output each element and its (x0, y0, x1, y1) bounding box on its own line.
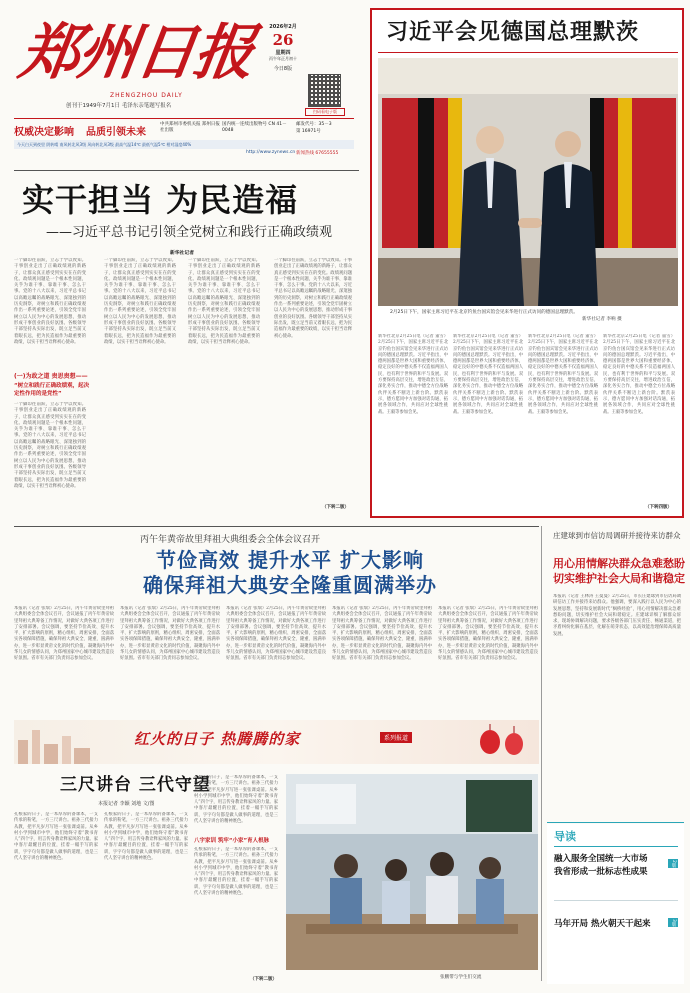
guide-item-2-line-1: 马年开局 热火朝天干起来 (554, 919, 651, 929)
survey-title-1: 用心用情解决群众急难愁盼 (553, 557, 685, 570)
classroom-photo-illustration (286, 774, 538, 970)
postal-code: 邮发代号：35－3 (296, 122, 332, 127)
feature-body-col-2: 孔根家的日子，是一本厚厚的备课本，一支传承的粉笔，一方三尺讲台。祖孙三代接力从教，把平凡岁月写进一张张课桌前。从乡村小学到城市中学，他们始终守着“教书育人”四个字，用言传身教诠释家风的力量。家中客厅最醒目的位置，挂着一幅手写的家训，字字句句都是做人做事的道理，也是三代人坚守讲台的精神底色。 (104, 812, 188, 862)
lunar-date: 丙午年正月初十 (269, 56, 297, 61)
guide-item-1-page: 2版 (668, 859, 678, 868)
lead-body-col-2: 一个脚印往前跃，立志于学以致知。干事创业走出了正确政绩观的新路子，让群众真正感受到实实在在的变化。政绩观问题是一个根本性问题，关乎为谁干事、靠谁干事、怎么干事。党的十八大以来，习近平总书记以高瞻远瞩的战略眼光、深邃独到的历史洞察，对树立和践行正确政绩观作出一系列重要论述，引领全党牢固树立以人民为中心的发展思想，推动形成干事创业的良好氛围。各级领导干部坚持从实际出发，既立足当前又着眼长远，把为民造福作为最重要的政绩，以实干担当诠释初心使命。 (104, 258, 176, 345)
sacrifice-body-col-4: 本报讯（记者 张瑞）2月25日，丙午年黄帝故里拜祖大典组委会全体会议召开，会议通报了丙午年黄帝故里拜祖大典筹备工作情况，对做好大典各项工作进行了安排部署。会议强调，要坚持节俭高效、提升水平、扩大影响的原则，精心组织、周密安排，全面落实各项保障措施，确保拜祖大典安全、隆重、圆满举办，进一步彰显黄帝文化的时代价值，凝聚海内外中华儿女的情感认同，为郑州国家中心城市建设营造良好氛围。省市有关部门负责同志参加会议。 (332, 606, 432, 662)
masthead-date-block (258, 24, 308, 72)
feature-body-col-1: 孔根家的日子，是一本厚厚的备课本，一支传承的粉笔，一方三尺讲台。祖孙三代接力从教，把平凡岁月写进一张张课桌前。从乡村小学到城市中学，他们始终守着“教书育人”四个字，用言传身教诠释家风的力量。家中客厅最醒目的位置，挂着一幅手写的家训，字字句句都是做人做事的道理，也是三代人坚守讲台的精神底色。 (14, 812, 98, 862)
feature-body-col-3b: 孔根家的日子，是一本厚厚的备课本，一支传承的粉笔，一方三尺讲台。祖孙三代接力从教，把平凡岁月写进一张张课桌前。从乡村小学到城市中学，他们始终守着“教书育人”四个字，用言传身教诠释家风的力量。家中客厅最醒目的位置，挂着一幅手写的家训，字字句句都是做人做事的道理，也是三代人坚守讲台的精神底色。 (194, 847, 278, 897)
weather-text: 今天白天到夜里 阴转晴 南风转北风3级 风向转北风3级 最高气温14℃ 最低气温5℃ 相对湿度40% (17, 142, 192, 147)
lead-body-col-1: 一个脚印往前跃，立志于学以致知。干事创业走出了正确政绩观的新路子，让群众真正感受到实实在在的变化。政绩观问题是一个根本性问题，关乎为谁干事、靠谁干事、怎么干事。党的十八大以来，习近平总书记以高瞻远瞩的战略眼光、深邃独到的历史洞察，对树立和践行正确政绩观作出一系列重要论述，引领全党牢固树立以人民为中心的发展思想，推动形成干事创业的良好氛围。各级领导干部坚持从实际出发，既立足当前又着眼长远，把为民造福作为最重要的政绩，以实干担当诠释初心使命。 (14, 258, 86, 345)
photo-caption: 2月25日下午，国家主席习近平在北京钓鱼台国宾馆会见来华进行正式访问的德国总理默茨。 (390, 310, 578, 315)
meeting-photo (378, 58, 678, 306)
photo-credit: 新华社记者 李响 摄 (582, 317, 622, 322)
slogan-2: 品质引领未来 (86, 127, 146, 138)
lead-subtitle: ——习近平总书记引领全党树立和践行正确政绩观 (46, 225, 333, 240)
lantern-icon (470, 722, 534, 762)
hotline: 新闻热线 67655555 (296, 151, 339, 156)
qr-caption: 扫码看电子版 (305, 108, 345, 116)
feature-byline: 本报记者 李颖 刘地 文/图 (98, 801, 155, 807)
issue-number: 第 16971号 (296, 129, 321, 134)
guide-item-2-page: 3版 (668, 918, 678, 927)
lead-body-col-4: 一个脚印往前跃，立志于学以致知。干事创业走出了正确政绩观的新路子，让群众真正感受到实实在在的变化。政绩观问题是一个根本性问题，关乎为谁干事、靠谁干事、怎么干事。党的十八大以来，习近平总书记以高瞻远瞩的战略眼光、深邃独到的历史洞察，对树立和践行正确政绩观作出一系列重要论述，引领全党牢固树立以人民为中心的发展思想，推动形成干事创业的良好氛围。各级领导干部坚持从实际出发，既立足当前又着眼长远，把为民造福作为最重要的政绩，以实干担当诠释初心使命。 (274, 258, 352, 339)
guide-label: 导读 (554, 830, 576, 843)
sacrifice-title-2: 确保拜祖大典安全隆重圆满举办 (143, 573, 437, 597)
page-count: 今日8版 (273, 66, 293, 72)
masthead (0, 0, 365, 165)
sacrifice-kicker: 丙午年黄帝故里拜祖大典组委会全体会议召开 (140, 535, 321, 545)
founded-line: 创刊于1949年7月1日 毛泽东亲笔题写报名 (66, 103, 172, 109)
guide-item-1[interactable] (554, 853, 678, 893)
meeting-photo-illustration (378, 58, 678, 306)
meeting-body-col-3: 新华社北京2月25日电（记者 董雪）2月25日下午，国家主席习近平在北京钓鱼台国宾馆会见来华进行正式访问的德国总理默茨。习近平指出，中德两国都是世界大国和重要经济体，稳定良好的中德关系不仅造福两国人民，也有利于世界的和平与发展。双方要保持高层交往，增进政治互信，深化务实合作，推动中德全方位战略伙伴关系不断迈上新台阶。默茨表示，德方愿同中方加强对话沟通，拓展各领域合作，共同应对全球性挑战。王毅等参加会见。 (528, 334, 598, 415)
slogan-1: 权威决定影响 (14, 127, 74, 138)
sacrifice-title-1: 节俭高效 提升水平 扩大影响 (156, 548, 424, 572)
survey-title-2: 切实维护社会大局和谐稳定 (553, 572, 685, 585)
guide-item-1-line-2: 我省形成一批标志性成果 (554, 867, 648, 877)
lead-byline: 新华社记者 (170, 251, 194, 256)
lead-body-col-1b: 一个脚印往前跃，立志于学以致知。干事创业走出了正确政绩观的新路子，让群众真正感受到实实在在的变化。政绩观问题是一个根本性问题，关乎为谁干事、靠谁干事、怎么干事。党的十八大以来，习近平总书记以高瞻远瞩的战略眼光、深邃独到的历史洞察，对树立和践行正确政绩观作出一系列重要论述，引领全党牢固树立以人民为中心的发展思想，推动形成干事创业的良好氛围。各级领导干部坚持从实际出发，既立足当前又着眼长远，把为民造福作为最重要的政绩，以实干担当诠释初心使命。 (14, 402, 86, 489)
feature-body-col-3: 孔根家的日子，是一本厚厚的备课本，一支传承的粉笔，一方三尺讲台。祖孙三代接力从教，把平凡岁月写进一张张课桌前。从乡村小学到城市中学，他们始终守着“教书育人”四个字，用言传身教诠释家风的力量。家中客厅最醒目的位置，挂着一幅手写的家训，字字句句都是做人做事的道理，也是三代人坚守讲台的精神底色。 (194, 775, 278, 825)
lead-subhead: (一)为政之道 贵思贵想—— (14, 373, 88, 380)
lead-continued: （下转二版） (322, 505, 349, 510)
cn-number: 国内统一连续出版物号 CN 41－0048 (222, 122, 287, 133)
sacrifice-body-col-2: 本报讯（记者 张瑞）2月25日，丙午年黄帝故里拜祖大典组委会全体会议召开，会议通报了丙午年黄帝故里拜祖大典筹备工作情况，对做好大典各项工作进行了安排部署。会议强调，要坚持节俭高效、提升水平、扩大影响的原则，精心组织、周密安排，全面落实各项保障措施，确保拜祖大典安全、隆重、圆满举办，进一步彰显黄帝文化的时代价值，凝聚海内外中华儿女的情感认同，为郑州国家中心城市建设营造良好氛围。省市有关部门负责同志参加会议。 (120, 606, 220, 662)
sacrifice-body-col-1: 本报讯（记者 张瑞）2月25日，丙午年黄帝故里拜祖大典组委会全体会议召开，会议通报了丙午年黄帝故里拜祖大典筹备工作情况，对做好大典各项工作进行了安排部署。会议强调，要坚持节俭高效、提升水平、扩大影响的原则，精心组织、周密安排，全面落实各项保障措施，确保拜祖大典安全、隆重、圆满举办，进一步彰显黄帝文化的时代价值，凝聚海内外中华儿女的情感认同，为郑州国家中心城市建设营造良好氛围。省市有关部门负责同志参加会议。 (14, 606, 114, 662)
meeting-body-col-1: 新华社北京2月25日电（记者 董雪）2月25日下午，国家主席习近平在北京钓鱼台国宾馆会见来华进行正式访问的德国总理默茨。习近平指出，中德两国都是世界大国和重要经济体，稳定良好的中德关系不仅造福两国人民，也有利于世界的和平与发展。双方要保持高层交往，增进政治互信，深化务实合作，推动中德全方位战略伙伴关系不断迈上新台阶。默茨表示，德方愿同中方加强对话沟通，拓展各领域合作，共同应对全球性挑战。王毅等参加会见。 (378, 334, 448, 415)
feature-continued: （下转二版） (250, 977, 277, 982)
date-day: 26 (272, 31, 294, 49)
masthead-title: 郑州日报 (15, 18, 257, 88)
meeting-continued: （下转四版） (645, 505, 672, 510)
guide-item-2[interactable] (554, 918, 678, 938)
classroom-photo (286, 774, 538, 970)
feature-title: 三尺讲台 三代守望 (60, 775, 211, 795)
lead-body-col-3: 一个脚印往前跃，立志于学以致知。干事创业走出了正确政绩观的新路子，让群众真正感受到实实在在的变化。政绩观问题是一个根本性问题，关乎为谁干事、靠谁干事、怎么干事。党的十八大以来，习近平总书记以高瞻远瞩的战略眼光、深邃独到的历史洞察，对树立和践行正确政绩观作出一系列重要论述，引领全党牢固树立以人民为中心的发展思想，推动形成干事创业的良好氛围。各级领导干部坚持从实际出发，既立足当前又着眼长远，把为民造福作为最重要的政绩，以实干担当诠释初心使命。 (188, 258, 260, 345)
masthead-pinyin: ZHENGZHOU DAILY (110, 92, 183, 99)
website[interactable]: http://www.zynews.cn (246, 150, 296, 155)
meeting-body-col-2: 新华社北京2月25日电（记者 董雪）2月25日下午，国家主席习近平在北京钓鱼台国宾馆会见来华进行正式访问的德国总理默茨。习近平指出，中德两国都是世界大国和重要经济体，稳定良好的中德关系不仅造福两国人民，也有利于世界的和平与发展。双方要保持高层交往，增进政治互信，深化务实合作，推动中德全方位战略伙伴关系不断迈上新台阶。默茨表示，德方愿同中方加强对话沟通，拓展各领域合作，共同应对全球性挑战。王毅等参加会见。 (453, 334, 523, 415)
survey-kicker: 庄建球到市信访局调研并接待来访群众 (553, 531, 681, 540)
lead-pullquote: “树立和践行正确政绩观，起决定性作用的是党性” (14, 383, 90, 397)
lead-title: 实干担当 为民造福 (22, 181, 299, 219)
date-year-month: 2026年2月 (269, 24, 297, 30)
survey-body: 本报讯（记者 王林涛 王曼曼）2月25日，市长庄建球到市信访局调研信访工作并接待来访群众。他强调，要深入践行以人民为中心的发展思想，坚持和发展新时代“枫桥经验”，用心用情解决群众急难愁盼问题，切实维护社会大局和谐稳定。庄建球详细了解群众诉求，现场协调解决问题，要求各级各部门压实责任、畅通渠道，把矛盾纠纷化解在基层、化解在萌芽状态，以高效能治理保障高质量发展。 (553, 594, 681, 637)
meeting-body-col-4: 新华社北京2月25日电（记者 董雪）2月25日下午，国家主席习近平在北京钓鱼台国宾馆会见来华进行正式访问的德国总理默茨。习近平指出，中德两国都是世界大国和重要经济体，稳定良好的中德关系不仅造福两国人民，也有利于世界的和平与发展。双方要保持高层交往，增进政治互信，深化务实合作，推动中德全方位战略伙伴关系不断迈上新台阶。默茨表示，德方愿同中方加强对话沟通，拓展各领域合作，共同应对全球性挑战。王毅等参加会见。 (603, 334, 675, 415)
feature-banner-title: 红火的日子 热腾腾的家 (134, 730, 301, 748)
feature-subhead: 八宇家训 筑牢“小家”育人根脉 (194, 838, 270, 844)
sponsor-line: 中共郑州市委机关报 郑州日报社出版 (160, 122, 220, 133)
classroom-photo-caption: 张鹏带与学生们交流 (440, 975, 482, 980)
guide-item-1-line-1: 融入服务全国统一大市场 (554, 854, 648, 864)
sacrifice-body-col-5: 本报讯（记者 张瑞）2月25日，丙午年黄帝故里拜祖大典组委会全体会议召开，会议通报了丙午年黄帝故里拜祖大典筹备工作情况，对做好大典各项工作进行了安排部署。会议强调，要坚持节俭高效、提升水平、扩大影响的原则，精心组织、周密安排，全面落实各项保障措施，确保拜祖大典安全、隆重、圆满举办，进一步彰显黄帝文化的时代价值，凝聚海内外中华儿女的情感认同，为郑州国家中心城市建设营造良好氛围。省市有关部门负责同志参加会议。 (438, 606, 538, 662)
series-tag: 系列报道 (380, 732, 412, 743)
qr-code-image[interactable] (308, 74, 341, 107)
sacrifice-body-col-3: 本报讯（记者 张瑞）2月25日，丙午年黄帝故里拜祖大典组委会全体会议召开，会议通报了丙午年黄帝故里拜祖大典筹备工作情况，对做好大典各项工作进行了安排部署。会议强调，要坚持节俭高效、提升水平、扩大影响的原则，精心组织、周密安排，全面落实各项保障措施，确保拜祖大典安全、隆重、圆满举办，进一步彰显黄帝文化的时代价值，凝聚海内外中华儿女的情感认同，为郑州国家中心城市建设营造良好氛围。省市有关部门负责同志参加会议。 (226, 606, 326, 662)
banner-skyline-illustration (14, 720, 104, 764)
photo-headline: 习近平会见德国总理默茨 (386, 20, 640, 45)
guide-box (547, 824, 684, 984)
weekday: 星期四 (275, 50, 291, 56)
